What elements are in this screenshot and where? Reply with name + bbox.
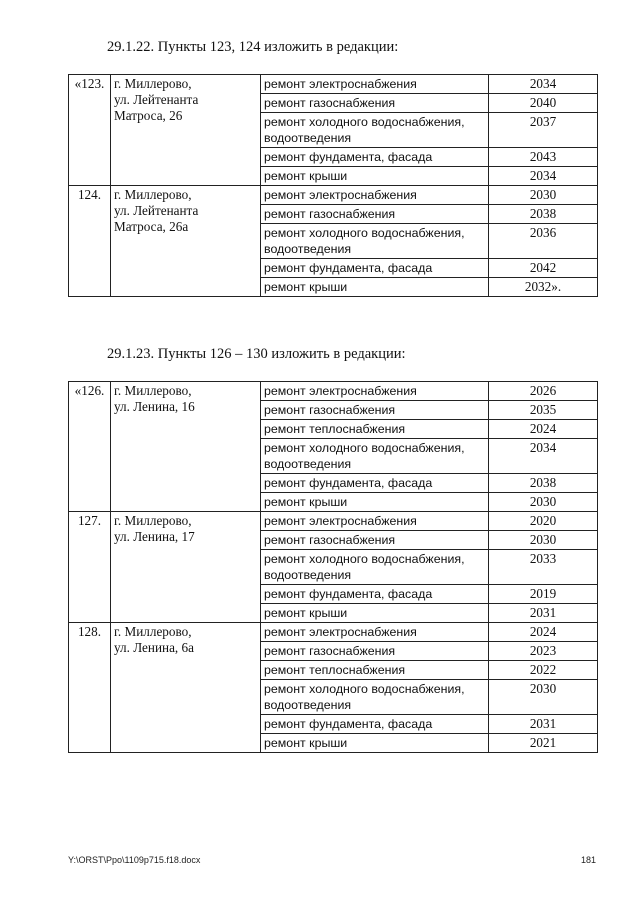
planned-year: 2024	[489, 623, 598, 642]
planned-year: 2020	[489, 512, 598, 531]
work-type: ремонт холодного водоснабжения, водоотведения	[261, 550, 489, 585]
planned-year: 2040	[489, 94, 598, 113]
table-row	[69, 75, 598, 94]
work-type: ремонт теплоснабжения	[261, 661, 489, 680]
work-type: ремонт электроснабжения	[261, 512, 489, 531]
work-type: ремонт электроснабжения	[261, 186, 489, 205]
planned-year: 2043	[489, 148, 598, 167]
planned-year: 2021	[489, 734, 598, 753]
work-type: ремонт электроснабжения	[261, 623, 489, 642]
work-type: ремонт крыши	[261, 278, 489, 297]
planned-year: 2034	[489, 439, 598, 474]
work-type: ремонт газоснабжения	[261, 531, 489, 550]
work-type: ремонт холодного водоснабжения, водоотведения	[261, 113, 489, 148]
address-line: Матроса, 26а	[114, 219, 189, 234]
work-type: ремонт газоснабжения	[261, 401, 489, 420]
item-number: 128.	[69, 623, 111, 753]
work-type: ремонт фундамента, фасада	[261, 474, 489, 493]
work-type: ремонт холодного водоснабжения, водоотведения	[261, 224, 489, 259]
planned-year: 2030	[489, 493, 598, 512]
item-number: «123.	[69, 75, 111, 186]
work-type: ремонт газоснабжения	[261, 94, 489, 113]
work-type: ремонт фундамента, фасада	[261, 259, 489, 278]
address-line: г. Миллерово,	[114, 187, 192, 202]
work-type: ремонт газоснабжения	[261, 642, 489, 661]
planned-year: 2030	[489, 186, 598, 205]
address-cell	[111, 623, 261, 753]
work-type: ремонт фундамента, фасада	[261, 715, 489, 734]
planned-year: 2035	[489, 401, 598, 420]
planned-year: 2031	[489, 604, 598, 623]
address-line: г. Миллерово,	[114, 76, 192, 91]
planned-year: 2026	[489, 382, 598, 401]
planned-year: 2022	[489, 661, 598, 680]
work-type: ремонт электроснабжения	[261, 75, 489, 94]
planned-year: 2036	[489, 224, 598, 259]
planned-year: 2033	[489, 550, 598, 585]
address-cell	[111, 512, 261, 623]
table-row	[69, 623, 598, 642]
repair-schedule-table-2	[68, 381, 598, 753]
work-type: ремонт электроснабжения	[261, 382, 489, 401]
item-number: 127.	[69, 512, 111, 623]
address-line: ул. Лейтенанта	[114, 203, 199, 218]
table-row	[69, 382, 598, 401]
planned-year: 2030	[489, 531, 598, 550]
planned-year: 2034	[489, 167, 598, 186]
planned-year: 2038	[489, 474, 598, 493]
section-heading-29-1-22: 29.1.22. Пункты 123, 124 изложить в редакции:	[107, 39, 399, 55]
work-type: ремонт фундамента, фасада	[261, 585, 489, 604]
work-type: ремонт крыши	[261, 734, 489, 753]
work-type: ремонт фундамента, фасада	[261, 148, 489, 167]
address-line: ул. Ленина, 17	[114, 529, 195, 544]
address-line: г. Миллерово,	[114, 513, 192, 528]
item-number: 124.	[69, 186, 111, 297]
section-heading-29-1-23: 29.1.23. Пункты 126 – 130 изложить в редакции:	[107, 346, 406, 362]
footer-file-path: Y:\ORST\Ppo\1109p715.f18.docx	[68, 855, 201, 865]
planned-year: 2024	[489, 420, 598, 439]
planned-year: 2038	[489, 205, 598, 224]
work-type: ремонт холодного водоснабжения, водоотведения	[261, 680, 489, 715]
planned-year: 2032».	[489, 278, 598, 297]
repair-schedule-table-1	[68, 74, 598, 297]
address-line: ул. Лейтенанта	[114, 92, 199, 107]
planned-year: 2037	[489, 113, 598, 148]
planned-year: 2023	[489, 642, 598, 661]
table-row	[69, 186, 598, 205]
address-line: г. Миллерово,	[114, 383, 192, 398]
work-type: ремонт теплоснабжения	[261, 420, 489, 439]
planned-year: 2030	[489, 680, 598, 715]
address-line: ул. Ленина, 16	[114, 399, 195, 414]
address-line: г. Миллерово,	[114, 624, 192, 639]
work-type: ремонт крыши	[261, 493, 489, 512]
address-line: ул. Ленина, 6а	[114, 640, 194, 655]
work-type: ремонт газоснабжения	[261, 205, 489, 224]
work-type: ремонт крыши	[261, 167, 489, 186]
work-type: ремонт крыши	[261, 604, 489, 623]
address-cell	[111, 382, 261, 512]
work-type: ремонт холодного водоснабжения, водоотведения	[261, 439, 489, 474]
item-number: «126.	[69, 382, 111, 512]
footer-page-number: 181	[580, 855, 596, 865]
address-cell	[111, 75, 261, 186]
planned-year: 2042	[489, 259, 598, 278]
table-row	[69, 512, 598, 531]
planned-year: 2019	[489, 585, 598, 604]
address-cell	[111, 186, 261, 297]
planned-year: 2034	[489, 75, 598, 94]
address-line: Матроса, 26	[114, 108, 183, 123]
planned-year: 2031	[489, 715, 598, 734]
